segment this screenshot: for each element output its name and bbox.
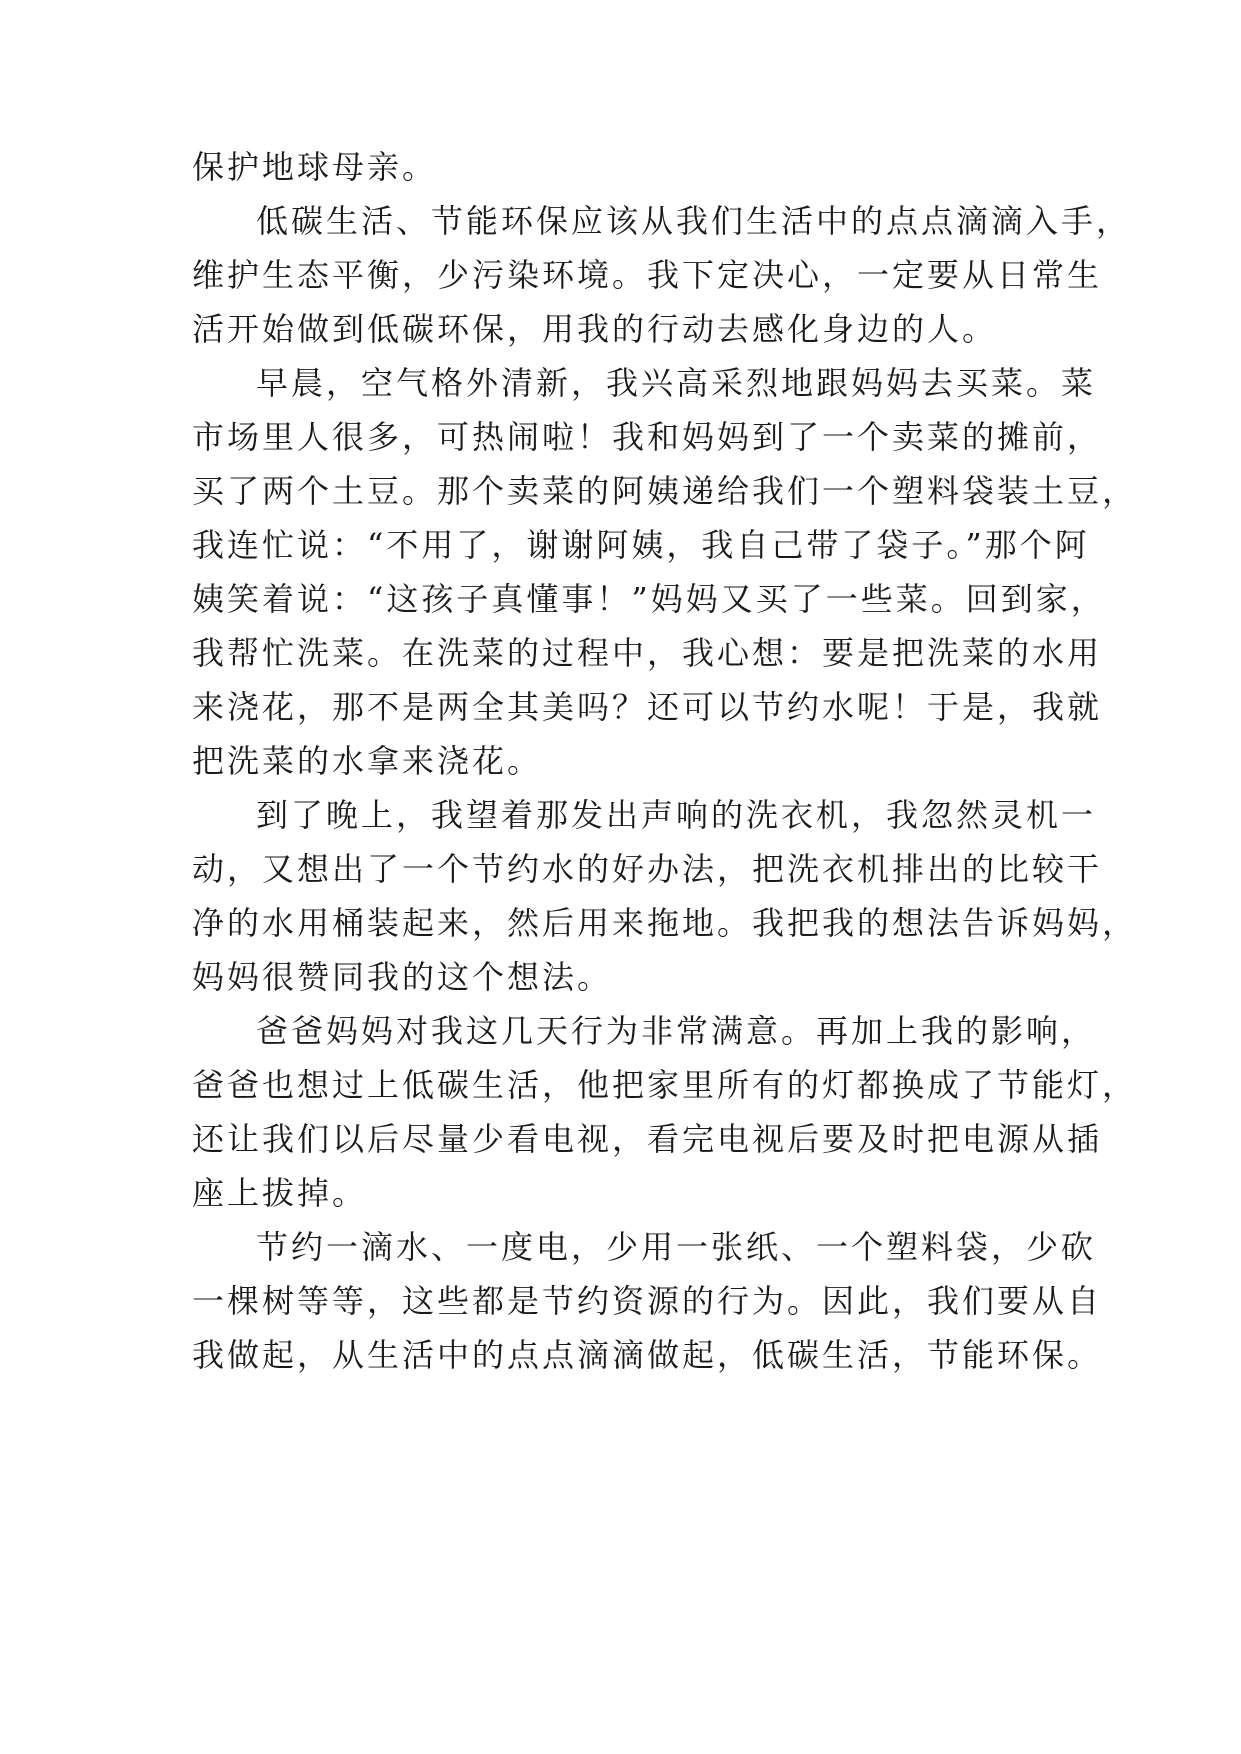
text-line: 我连忙说：“不用了，谢谢阿姨，我自己带了袋子。”那个阿 xyxy=(192,526,1090,564)
text-line: 来浇花，那不是两全其美吗？还可以节约水呢！于是，我就 xyxy=(192,688,1103,726)
text-line: 妈妈很赞同我的这个想法。 xyxy=(192,958,613,996)
paragraph-first-line: 低碳生活、节能环保应该从我们生活中的点点滴滴入手， xyxy=(256,202,1132,240)
text-line: 把洗菜的水拿来浇花。 xyxy=(192,742,543,780)
text-line: 买了两个土豆。那个卖菜的阿姨递给我们一个塑料袋装土豆， xyxy=(192,472,1138,510)
paragraph-first-line: 到了晚上，我望着那发出声响的洗衣机，我忽然灵机一 xyxy=(256,796,1097,834)
paragraph-first-line: 节约一滴水、一度电，少用一张纸、一个塑料袋，少砍 xyxy=(256,1228,1097,1266)
text-line: 爸爸也想过上低碳生活，他把家里所有的灯都换成了节能灯， xyxy=(192,1066,1138,1104)
text-line: 净的水用桶装起来，然后用来拖地。我把我的想法告诉妈妈， xyxy=(192,904,1138,942)
text-line: 还让我们以后尽量少看电视，看完电视后要及时把电源从插 xyxy=(192,1120,1103,1158)
text-line: 活开始做到低碳环保，用我的行动去感化身边的人。 xyxy=(192,310,998,348)
paragraph-first-line: 爸爸妈妈对我这几天行为非常满意。再加上我的影响， xyxy=(256,1012,1097,1050)
text-line: 动，又想出了一个节约水的好办法，把洗衣机排出的比较干 xyxy=(192,850,1103,888)
text-line: 保护地球母亲。 xyxy=(192,148,438,186)
paragraph-first-line: 早晨，空气格外清新，我兴高采烈地跟妈妈去买菜。菜 xyxy=(256,364,1097,402)
text-line: 我做起，从生活中的点点滴滴做起，低碳生活，节能环保。 xyxy=(192,1336,1103,1374)
text-line: 维护生态平衡，少污染环境。我下定决心，一定要从日常生 xyxy=(192,256,1103,294)
text-line: 座上拔掉。 xyxy=(192,1174,368,1212)
text-line: 我帮忙洗菜。在洗菜的过程中，我心想：要是把洗菜的水用 xyxy=(192,634,1103,672)
text-line: 一棵树等等，这些都是节约资源的行为。因此，我们要从自 xyxy=(192,1282,1103,1320)
text-line: 市场里人很多，可热闹啦！我和妈妈到了一个卖菜的摊前， xyxy=(192,418,1103,456)
text-line: 姨笑着说：“这孩子真懂事！”妈妈又买了一些菜。回到家， xyxy=(192,580,1106,618)
